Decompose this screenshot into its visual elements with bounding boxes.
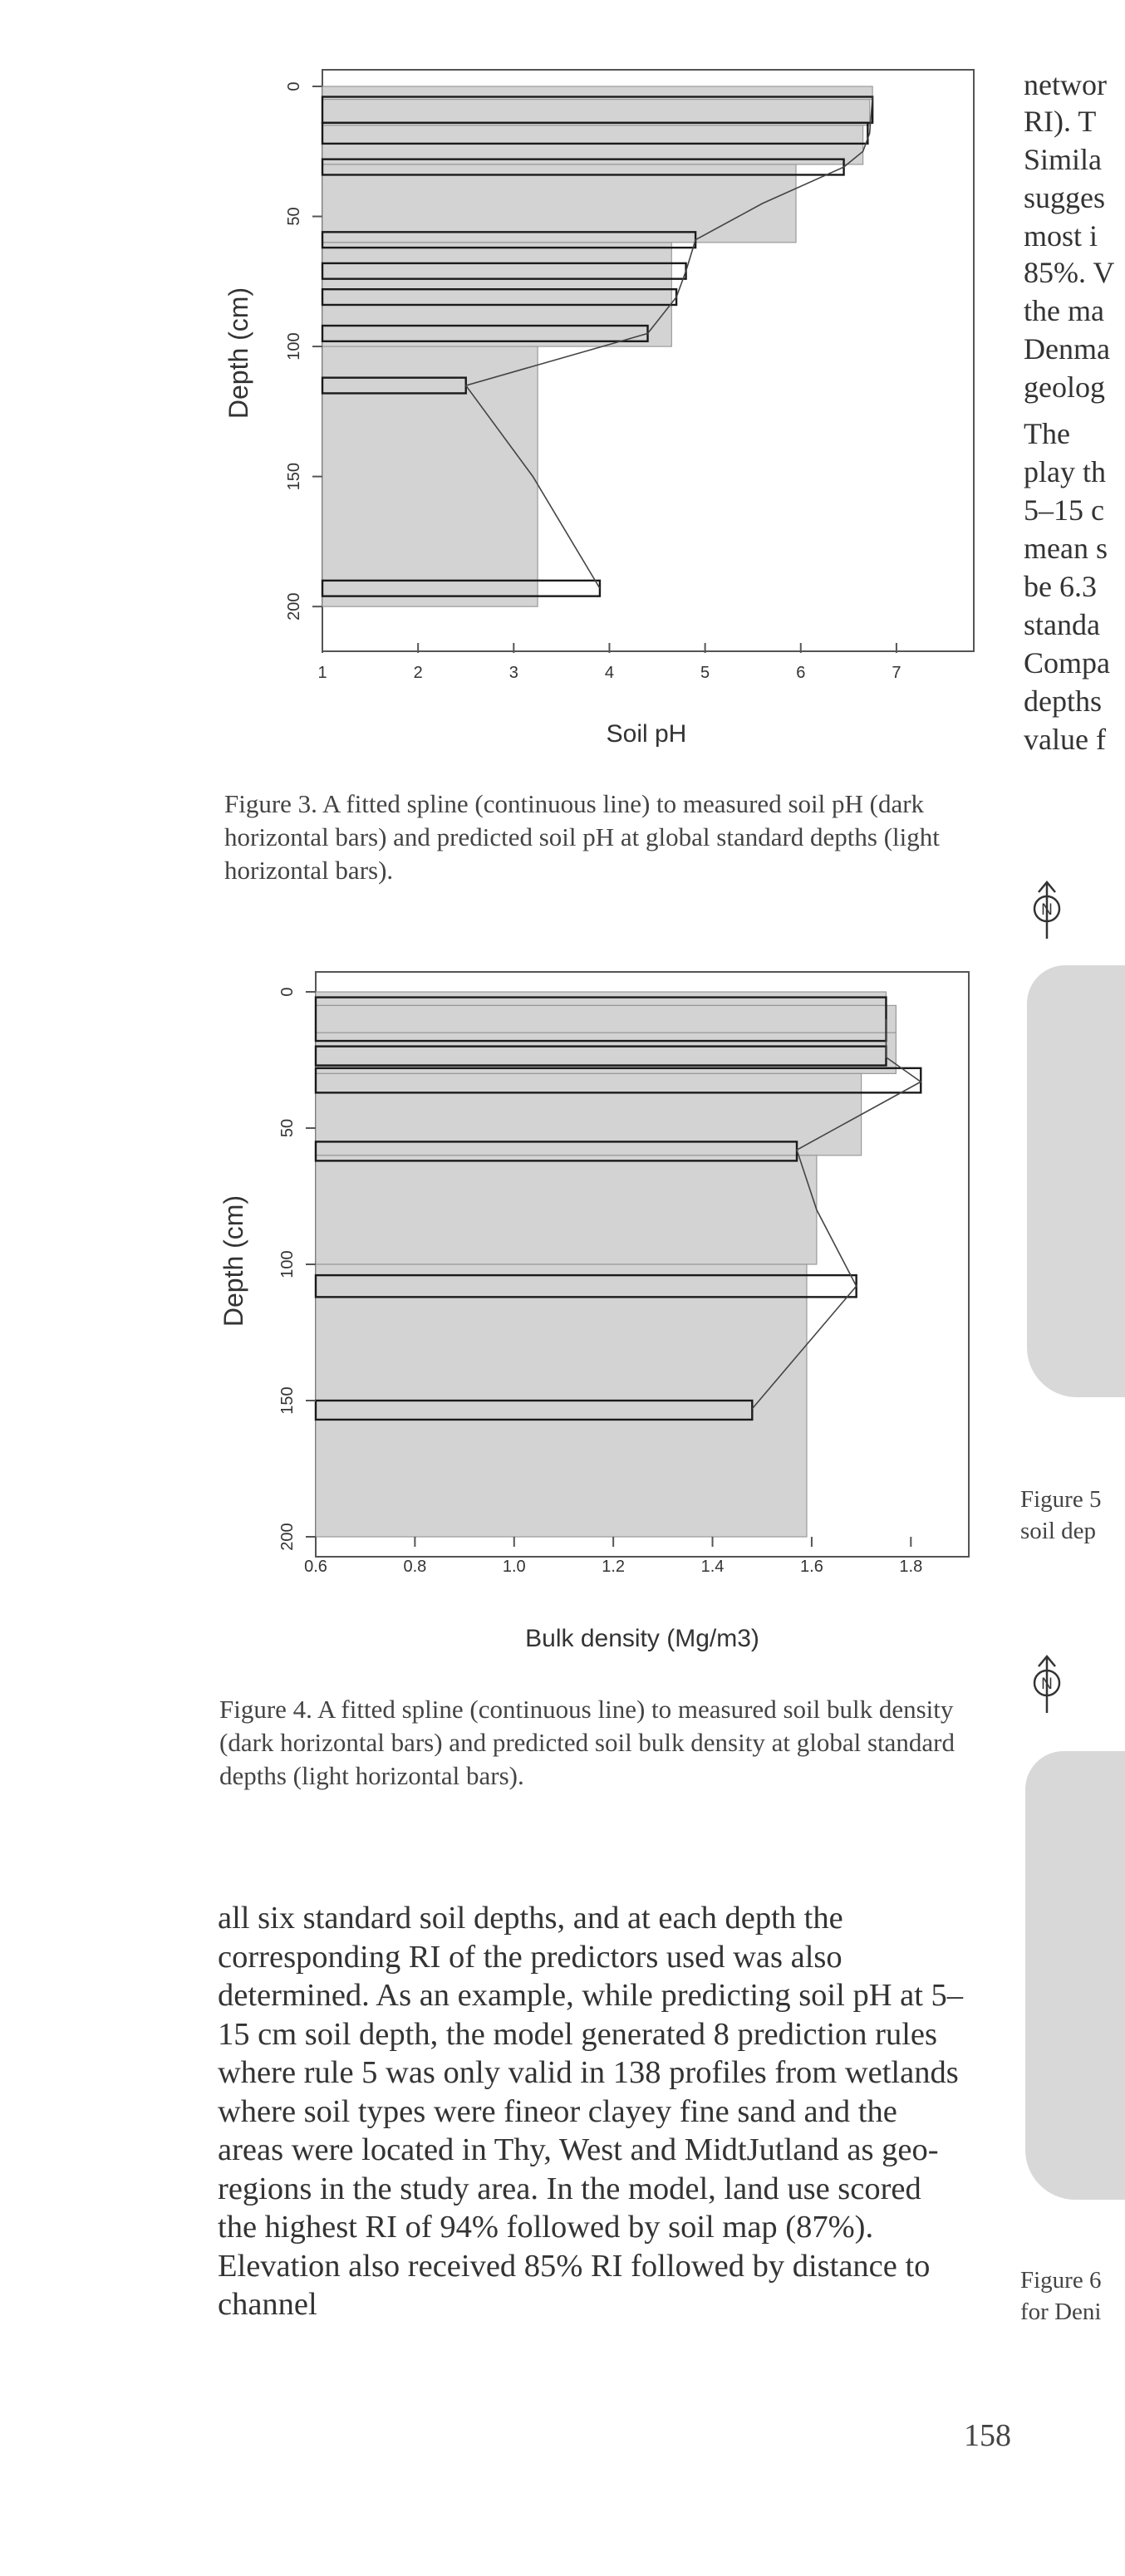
figure-3-x-axis-label: Soil pH	[606, 720, 687, 748]
fig4-predicted-bar-3	[316, 1073, 862, 1155]
right-column-line: mean s	[1024, 532, 1108, 565]
page-number: 158	[964, 2418, 1011, 2453]
fig3-x-tick-label-0: 1	[317, 664, 327, 682]
fig4-x-tick-label-3: 1.2	[602, 1558, 626, 1576]
fig4-y-tick-label-3: 150	[278, 1386, 297, 1415]
right-column-line: The	[1024, 417, 1070, 450]
map-figure-5-fragment	[1027, 965, 1125, 1397]
right-column-line: the ma	[1024, 294, 1104, 327]
fig4-y-tick-label-1: 50	[278, 1118, 297, 1138]
fig3-y-tick-label-3: 150	[285, 462, 303, 491]
right-column-line: Compa	[1024, 646, 1110, 680]
body-text-paragraph: all six standard soil depths, and at each depth the corresponding RI of the predictors used was also determined. As an example, while predicting soil pH at 5–15 cm soil depth, the model generated 8 prediction rules where rule 5 was only valid in 138 profiles from wetlands where soil types were fineor clayey fine sand and the areas were located in Thy, West and MidtJutland as geo-regions in the study area. In the model, land use scored the highest RI of 94% followed by soil map (87%). Elevation also received 85% RI followed by distance to channel	[218, 1901, 964, 2322]
right-column-line: geolog	[1024, 370, 1105, 404]
figure-3-y-axis-label: Depth (cm)	[224, 287, 253, 420]
right-column-line: Denma	[1024, 332, 1110, 366]
north-arrow-icon-2	[1030, 1653, 1064, 1720]
figure5-caption-fragment: Figure 5	[1020, 1486, 1102, 1513]
fig4-x-tick-label-1: 0.8	[403, 1558, 427, 1576]
svg-text:N: N	[1041, 901, 1053, 919]
right-column-line: play th	[1024, 455, 1106, 488]
fig3-y-tick-label-0: 0	[285, 81, 303, 91]
fig3-x-tick-label-5: 6	[796, 664, 806, 682]
fig4-predicted-bar-1	[316, 1005, 896, 1033]
right-column-line: 85%. V	[1024, 256, 1115, 289]
figure-4-caption: Figure 4. A fitted spline (continuous line) to measured soil bulk density (dark horizontal bars) and predicted soil bulk density at global standard depths (light horizontal bars).	[219, 1695, 955, 1790]
right-column-line: RI). T	[1024, 105, 1097, 138]
figure5-caption-fragment: soil dep	[1020, 1518, 1097, 1544]
right-column-line: Simila	[1024, 143, 1103, 176]
map-figure-6-fragment	[1025, 1751, 1125, 2200]
north-arrow-icon-1	[1030, 879, 1064, 945]
svg-text:N: N	[1041, 1676, 1053, 1693]
figure6-caption-fragment: for Deni	[1020, 2299, 1102, 2325]
figure-4-x-axis-label: Bulk density (Mg/m3)	[525, 1625, 759, 1652]
fig3-x-tick-label-3: 4	[604, 664, 615, 682]
fig4-y-tick-label-0: 0	[278, 987, 297, 997]
right-column-line: sugges	[1024, 181, 1105, 214]
right-column-line: 5–15 c	[1024, 493, 1104, 527]
fig4-x-tick-label-2: 1.0	[502, 1558, 526, 1576]
fig4-predicted-bar-0	[316, 992, 886, 1005]
figure-4-y-axis-label: Depth (cm)	[219, 1195, 248, 1327]
fig4-y-tick-label-4: 200	[278, 1523, 297, 1551]
fig4-x-tick-label-0: 0.6	[304, 1558, 327, 1576]
fig4-y-tick-label-2: 100	[278, 1250, 297, 1278]
fig4-x-tick-label-4: 1.4	[700, 1558, 725, 1576]
figure-3-caption: Figure 3. A fitted spline (continuous line) to measured soil pH (dark horizontal bars) and predicted soil pH at global standard depths (light horizontal bars).	[224, 789, 940, 885]
fig4-predicted-bar-4	[316, 1156, 817, 1264]
fig3-x-tick-label-4: 5	[700, 664, 710, 682]
right-column-line: standa	[1024, 608, 1100, 641]
fig3-y-tick-label-1: 50	[285, 207, 303, 226]
right-column-line: networ	[1024, 68, 1107, 101]
fig4-x-tick-label-6: 1.8	[899, 1558, 923, 1576]
fig3-x-tick-label-6: 7	[892, 664, 901, 682]
right-column-line: most i	[1024, 219, 1098, 253]
fig4-x-tick-label-5: 1.6	[800, 1558, 823, 1576]
fig3-x-tick-label-1: 2	[413, 664, 423, 682]
fig3-y-tick-label-2: 100	[285, 332, 303, 361]
fig3-y-tick-label-4: 200	[285, 592, 303, 621]
right-column-line: depths	[1024, 684, 1102, 718]
right-column-line: be 6.3	[1024, 570, 1097, 603]
figure6-caption-fragment: Figure 6	[1020, 2267, 1102, 2294]
fig3-x-tick-label-2: 3	[508, 664, 518, 682]
right-column-line: value f	[1024, 723, 1106, 756]
